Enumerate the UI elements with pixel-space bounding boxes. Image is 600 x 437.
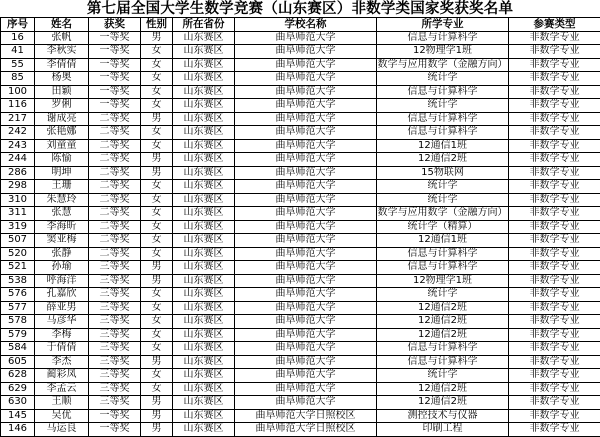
cell-type: 非数学专业 xyxy=(509,369,600,383)
cell-type: 非数学专业 xyxy=(509,166,600,180)
cell-type: 非数学专业 xyxy=(509,193,600,207)
header-province: 所在省份 xyxy=(173,18,235,32)
cell-province: 山东赛区 xyxy=(173,220,235,234)
cell-name: 罗俐 xyxy=(35,99,89,113)
cell-type: 非数学专业 xyxy=(509,180,600,194)
cell-sex: 男 xyxy=(141,153,173,167)
cell-no: 584 xyxy=(1,342,35,356)
table-row xyxy=(1,369,600,383)
cell-no: 16 xyxy=(1,31,35,45)
cell-type: 非数学专业 xyxy=(509,85,600,99)
cell-sex: 女 xyxy=(141,234,173,248)
cell-no: 244 xyxy=(1,153,35,167)
cell-major: 统计学 xyxy=(377,369,509,383)
cell-name: 李倩倩 xyxy=(35,58,89,72)
cell-type: 非数学专业 xyxy=(509,409,600,423)
cell-award: 一等奖 xyxy=(89,85,141,99)
cell-name: 明坤 xyxy=(35,166,89,180)
cell-award: 三等奖 xyxy=(89,342,141,356)
cell-type: 非数学专业 xyxy=(509,58,600,72)
cell-province: 山东赛区 xyxy=(173,274,235,288)
cell-sex: 女 xyxy=(141,139,173,153)
cell-award: 二等奖 xyxy=(89,153,141,167)
cell-province: 山东赛区 xyxy=(173,207,235,221)
cell-type: 非数学专业 xyxy=(509,382,600,396)
table-row xyxy=(1,112,600,126)
cell-school: 曲阜师范大学 xyxy=(235,355,377,369)
cell-type: 非数学专业 xyxy=(509,45,600,59)
cell-major: 12物理学1班 xyxy=(377,274,509,288)
cell-no: 146 xyxy=(1,423,35,437)
cell-province: 山东赛区 xyxy=(173,180,235,194)
cell-sex: 女 xyxy=(141,207,173,221)
cell-no: 217 xyxy=(1,112,35,126)
table-row xyxy=(1,31,600,45)
table-row xyxy=(1,423,600,437)
cell-no: 41 xyxy=(1,45,35,59)
cell-type: 非数学专业 xyxy=(509,342,600,356)
cell-award: 三等奖 xyxy=(89,315,141,329)
cell-major: 信息与计算科学 xyxy=(377,126,509,140)
cell-award: 二等奖 xyxy=(89,193,141,207)
cell-province: 山东赛区 xyxy=(173,193,235,207)
cell-name: 孔嘉欣 xyxy=(35,288,89,302)
cell-major: 信息与计算科学 xyxy=(377,85,509,99)
table-row xyxy=(1,139,600,153)
cell-award: 二等奖 xyxy=(89,166,141,180)
cell-province: 山东赛区 xyxy=(173,112,235,126)
award-table xyxy=(0,17,600,437)
cell-school: 曲阜师范大学 xyxy=(235,274,377,288)
cell-name: 张帆 xyxy=(35,31,89,45)
cell-award: 二等奖 xyxy=(89,180,141,194)
cell-school: 曲阜师范大学 xyxy=(235,382,377,396)
cell-name: 田颖 xyxy=(35,85,89,99)
table-row xyxy=(1,234,600,248)
cell-major: 统计学（精算） xyxy=(377,220,509,234)
cell-sex: 男 xyxy=(141,112,173,126)
cell-sex: 男 xyxy=(141,274,173,288)
cell-award: 三等奖 xyxy=(89,288,141,302)
cell-no: 507 xyxy=(1,234,35,248)
cell-award: 一等奖 xyxy=(89,45,141,59)
cell-school: 曲阜师范大学 xyxy=(235,288,377,302)
cell-name: 陈愉 xyxy=(35,153,89,167)
table-row xyxy=(1,45,600,59)
cell-school: 曲阜师范大学 xyxy=(235,58,377,72)
cell-no: 579 xyxy=(1,328,35,342)
cell-major: 统计学 xyxy=(377,72,509,86)
cell-name: 于倩倩 xyxy=(35,342,89,356)
cell-no: 310 xyxy=(1,193,35,207)
cell-school: 曲阜师范大学 xyxy=(235,99,377,113)
cell-major: 12通信2班 xyxy=(377,153,509,167)
cell-major: 印刷工程 xyxy=(377,423,509,437)
cell-name: 孙瑜 xyxy=(35,261,89,275)
table-row xyxy=(1,409,600,423)
cell-no: 298 xyxy=(1,180,35,194)
cell-type: 非数学专业 xyxy=(509,126,600,140)
header-type: 参赛类型 xyxy=(509,18,600,32)
cell-school: 曲阜师范大学 xyxy=(235,247,377,261)
table-header-row xyxy=(1,18,600,32)
cell-name: 马运良 xyxy=(35,423,89,437)
cell-province: 山东赛区 xyxy=(173,261,235,275)
cell-major: 15物联网 xyxy=(377,166,509,180)
cell-type: 非数学专业 xyxy=(509,139,600,153)
cell-school: 曲阜师范大学 xyxy=(235,301,377,315)
cell-sex: 女 xyxy=(141,247,173,261)
cell-name: 王珊 xyxy=(35,180,89,194)
table-row xyxy=(1,288,600,302)
cell-sex: 女 xyxy=(141,99,173,113)
cell-no: 628 xyxy=(1,369,35,383)
cell-school: 曲阜师范大学日照校区 xyxy=(235,423,377,437)
cell-award: 三等奖 xyxy=(89,382,141,396)
cell-province: 山东赛区 xyxy=(173,58,235,72)
cell-major: 统计学 xyxy=(377,180,509,194)
cell-major: 12通信2班 xyxy=(377,382,509,396)
cell-province: 山东赛区 xyxy=(173,45,235,59)
cell-province: 山东赛区 xyxy=(173,423,235,437)
cell-award: 一等奖 xyxy=(89,58,141,72)
cell-sex: 男 xyxy=(141,396,173,410)
cell-school: 曲阜师范大学 xyxy=(235,342,377,356)
table-row xyxy=(1,72,600,86)
cell-no: 55 xyxy=(1,58,35,72)
cell-award: 二等奖 xyxy=(89,207,141,221)
cell-type: 非数学专业 xyxy=(509,247,600,261)
cell-no: 520 xyxy=(1,247,35,261)
cell-province: 山东赛区 xyxy=(173,369,235,383)
cell-sex: 女 xyxy=(141,72,173,86)
cell-award: 一等奖 xyxy=(89,99,141,113)
cell-major: 统计学 xyxy=(377,99,509,113)
cell-school: 曲阜师范大学 xyxy=(235,139,377,153)
table-row xyxy=(1,153,600,167)
table-row xyxy=(1,207,600,221)
cell-no: 319 xyxy=(1,220,35,234)
cell-school: 曲阜师范大学 xyxy=(235,72,377,86)
cell-award: 二等奖 xyxy=(89,126,141,140)
cell-name: 呼海洋 xyxy=(35,274,89,288)
cell-province: 山东赛区 xyxy=(173,288,235,302)
cell-major: 12通信2班 xyxy=(377,396,509,410)
cell-no: 116 xyxy=(1,99,35,113)
cell-province: 山东赛区 xyxy=(173,396,235,410)
cell-type: 非数学专业 xyxy=(509,315,600,329)
cell-award: 三等奖 xyxy=(89,396,141,410)
cell-school: 曲阜师范大学 xyxy=(235,234,377,248)
cell-award: 二等奖 xyxy=(89,139,141,153)
cell-province: 山东赛区 xyxy=(173,342,235,356)
cell-sex: 男 xyxy=(141,31,173,45)
cell-award: 三等奖 xyxy=(89,355,141,369)
cell-province: 山东赛区 xyxy=(173,85,235,99)
cell-major: 12物理学1班 xyxy=(377,45,509,59)
cell-type: 非数学专业 xyxy=(509,31,600,45)
cell-no: 538 xyxy=(1,274,35,288)
header-no: 序号 xyxy=(1,18,35,32)
cell-school: 曲阜师范大学 xyxy=(235,328,377,342)
cell-major: 12通信1班 xyxy=(377,139,509,153)
cell-major: 统计学 xyxy=(377,288,509,302)
table-row xyxy=(1,193,600,207)
cell-name: 朱慧玲 xyxy=(35,193,89,207)
cell-major: 信息与计算科学 xyxy=(377,247,509,261)
table-row xyxy=(1,328,600,342)
cell-province: 山东赛区 xyxy=(173,166,235,180)
cell-province: 山东赛区 xyxy=(173,139,235,153)
cell-type: 非数学专业 xyxy=(509,99,600,113)
cell-name: 李秋实 xyxy=(35,45,89,59)
cell-sex: 女 xyxy=(141,193,173,207)
cell-name: 李杰 xyxy=(35,355,89,369)
cell-major: 12通信1班 xyxy=(377,234,509,248)
cell-type: 非数学专业 xyxy=(509,274,600,288)
cell-no: 311 xyxy=(1,207,35,221)
cell-name: 马彦华 xyxy=(35,315,89,329)
cell-award: 一等奖 xyxy=(89,423,141,437)
cell-province: 山东赛区 xyxy=(173,409,235,423)
cell-sex: 女 xyxy=(141,288,173,302)
cell-no: 286 xyxy=(1,166,35,180)
cell-no: 100 xyxy=(1,85,35,99)
cell-school: 曲阜师范大学 xyxy=(235,193,377,207)
cell-school: 曲阜师范大学 xyxy=(235,112,377,126)
cell-sex: 男 xyxy=(141,355,173,369)
cell-name: 李孟云 xyxy=(35,382,89,396)
cell-sex: 女 xyxy=(141,58,173,72)
cell-award: 一等奖 xyxy=(89,409,141,423)
cell-award: 二等奖 xyxy=(89,220,141,234)
cell-name: 吴优 xyxy=(35,409,89,423)
cell-name: 张静 xyxy=(35,247,89,261)
document-title: 第七届全国大学生数学竞赛（山东赛区）非数学类国家奖获奖名单 xyxy=(0,0,600,17)
cell-name: 杨奥 xyxy=(35,72,89,86)
cell-award: 一等奖 xyxy=(89,31,141,45)
cell-major: 12通信2班 xyxy=(377,328,509,342)
cell-type: 非数学专业 xyxy=(509,288,600,302)
cell-name: 王顺 xyxy=(35,396,89,410)
cell-type: 非数学专业 xyxy=(509,207,600,221)
cell-school: 曲阜师范大学 xyxy=(235,396,377,410)
cell-sex: 女 xyxy=(141,342,173,356)
cell-province: 山东赛区 xyxy=(173,328,235,342)
cell-no: 85 xyxy=(1,72,35,86)
cell-type: 非数学专业 xyxy=(509,423,600,437)
cell-school: 曲阜师范大学 xyxy=(235,315,377,329)
cell-school: 曲阜师范大学日照校区 xyxy=(235,409,377,423)
cell-no: 242 xyxy=(1,126,35,140)
cell-award: 三等奖 xyxy=(89,301,141,315)
cell-type: 非数学专业 xyxy=(509,220,600,234)
cell-name: 蔺彩凤 xyxy=(35,369,89,383)
cell-type: 非数学专业 xyxy=(509,72,600,86)
cell-name: 薛亚男 xyxy=(35,301,89,315)
cell-no: 605 xyxy=(1,355,35,369)
cell-sex: 男 xyxy=(141,261,173,275)
cell-school: 曲阜师范大学 xyxy=(235,207,377,221)
cell-name: 谢成亮 xyxy=(35,112,89,126)
cell-name: 李海昕 xyxy=(35,220,89,234)
cell-major: 数学与应用数学（金融方向） xyxy=(377,207,509,221)
cell-sex: 女 xyxy=(141,315,173,329)
cell-sex: 男 xyxy=(141,166,173,180)
cell-sex: 女 xyxy=(141,301,173,315)
table-row xyxy=(1,274,600,288)
cell-type: 非数学专业 xyxy=(509,396,600,410)
cell-major: 信息与计算科学 xyxy=(377,112,509,126)
table-row xyxy=(1,126,600,140)
cell-school: 曲阜师范大学 xyxy=(235,153,377,167)
table-row xyxy=(1,58,600,72)
cell-major: 统计学 xyxy=(377,193,509,207)
table-row xyxy=(1,342,600,356)
cell-award: 三等奖 xyxy=(89,261,141,275)
cell-name: 李梅 xyxy=(35,328,89,342)
cell-sex: 女 xyxy=(141,328,173,342)
table-row xyxy=(1,355,600,369)
header-school: 学校名称 xyxy=(235,18,377,32)
cell-province: 山东赛区 xyxy=(173,247,235,261)
cell-major: 测控技术与仪器 xyxy=(377,409,509,423)
cell-type: 非数学专业 xyxy=(509,261,600,275)
cell-sex: 女 xyxy=(141,85,173,99)
cell-school: 曲阜师范大学 xyxy=(235,166,377,180)
cell-sex: 女 xyxy=(141,180,173,194)
cell-award: 三等奖 xyxy=(89,328,141,342)
cell-name: 张艳娜 xyxy=(35,126,89,140)
table-row xyxy=(1,382,600,396)
cell-school: 曲阜师范大学 xyxy=(235,45,377,59)
cell-award: 三等奖 xyxy=(89,274,141,288)
header-award: 获奖 xyxy=(89,18,141,32)
cell-name: 张慧 xyxy=(35,207,89,221)
cell-major: 12通信2班 xyxy=(377,315,509,329)
cell-name: 刘童童 xyxy=(35,139,89,153)
cell-province: 山东赛区 xyxy=(173,355,235,369)
cell-sex: 女 xyxy=(141,369,173,383)
cell-province: 山东赛区 xyxy=(173,301,235,315)
cell-sex: 男 xyxy=(141,409,173,423)
cell-no: 630 xyxy=(1,396,35,410)
cell-sex: 女 xyxy=(141,126,173,140)
cell-sex: 男 xyxy=(141,423,173,437)
header-name: 姓名 xyxy=(35,18,89,32)
cell-major: 数学与应用数学（金融方向） xyxy=(377,58,509,72)
cell-type: 非数学专业 xyxy=(509,153,600,167)
table-row xyxy=(1,220,600,234)
cell-sex: 女 xyxy=(141,220,173,234)
cell-no: 629 xyxy=(1,382,35,396)
cell-major: 信息与计算科学 xyxy=(377,355,509,369)
cell-type: 非数学专业 xyxy=(509,355,600,369)
cell-school: 曲阜师范大学 xyxy=(235,369,377,383)
table-row xyxy=(1,315,600,329)
table-row xyxy=(1,99,600,113)
cell-school: 曲阜师范大学 xyxy=(235,220,377,234)
table-row xyxy=(1,247,600,261)
table-row xyxy=(1,261,600,275)
cell-award: 一等奖 xyxy=(89,72,141,86)
cell-no: 578 xyxy=(1,315,35,329)
cell-major: 12通信2班 xyxy=(377,301,509,315)
cell-award: 二等奖 xyxy=(89,247,141,261)
cell-school: 曲阜师范大学 xyxy=(235,85,377,99)
cell-no: 576 xyxy=(1,288,35,302)
cell-award: 三等奖 xyxy=(89,369,141,383)
cell-no: 243 xyxy=(1,139,35,153)
cell-school: 曲阜师范大学 xyxy=(235,31,377,45)
cell-major: 信息与计算科学 xyxy=(377,31,509,45)
cell-no: 577 xyxy=(1,301,35,315)
table-row xyxy=(1,301,600,315)
table-row xyxy=(1,85,600,99)
cell-major: 信息与计算科学 xyxy=(377,261,509,275)
cell-province: 山东赛区 xyxy=(173,382,235,396)
cell-school: 曲阜师范大学 xyxy=(235,261,377,275)
table-row xyxy=(1,396,600,410)
cell-province: 山东赛区 xyxy=(173,234,235,248)
header-sex: 性别 xyxy=(141,18,173,32)
cell-name: 窦亚梅 xyxy=(35,234,89,248)
cell-no: 145 xyxy=(1,409,35,423)
cell-sex: 女 xyxy=(141,45,173,59)
cell-type: 非数学专业 xyxy=(509,301,600,315)
cell-province: 山东赛区 xyxy=(173,126,235,140)
table-row xyxy=(1,180,600,194)
cell-award: 二等奖 xyxy=(89,112,141,126)
cell-province: 山东赛区 xyxy=(173,99,235,113)
cell-sex: 女 xyxy=(141,382,173,396)
cell-type: 非数学专业 xyxy=(509,328,600,342)
cell-province: 山东赛区 xyxy=(173,72,235,86)
table-body xyxy=(1,31,600,436)
cell-award: 二等奖 xyxy=(89,234,141,248)
cell-province: 山东赛区 xyxy=(173,153,235,167)
cell-province: 山东赛区 xyxy=(173,315,235,329)
cell-school: 曲阜师范大学 xyxy=(235,126,377,140)
cell-no: 521 xyxy=(1,261,35,275)
header-major: 所学专业 xyxy=(377,18,509,32)
cell-province: 山东赛区 xyxy=(173,31,235,45)
cell-type: 非数学专业 xyxy=(509,112,600,126)
cell-major: 信息与计算科学 xyxy=(377,342,509,356)
table-row xyxy=(1,166,600,180)
cell-school: 曲阜师范大学 xyxy=(235,180,377,194)
cell-type: 非数学专业 xyxy=(509,234,600,248)
